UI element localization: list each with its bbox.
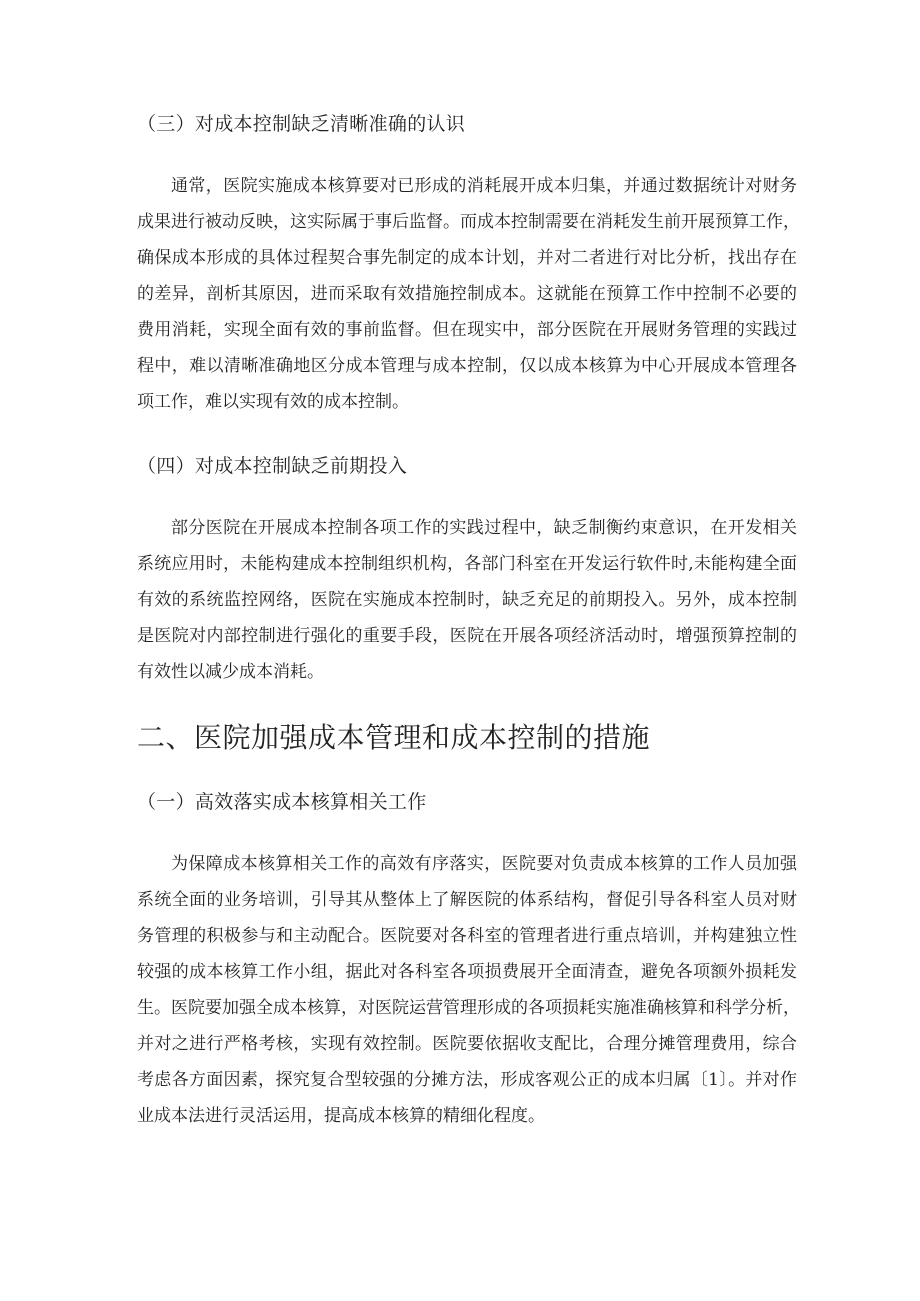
paragraph-section-3 — [137, 168, 800, 420]
paragraph-line: 通常，医院实施成本核算要对已形成的消耗展开成本归集，并通过数据统计对财务 — [171, 176, 797, 196]
section-heading-3: （三）对成本控制缺乏清晰准确的认识 — [137, 113, 466, 135]
part-heading-2: 二、医院加强成本管理和成本控制的措施 — [137, 721, 651, 754]
paragraph-line: 较强的成本核算工作小组，据此对各科室各项损费展开全面清查，避免各项额外损耗发 — [137, 962, 797, 982]
paragraph-line: 确保成本形成的具体过程契合事先制定的成本计划，并对二者进行对比分析，找出存在 — [137, 248, 797, 268]
paragraph-line: 考虑各方面因素，探究复合型较强的分摊方法，形成客观公正的成本归属〔1〕。并对作 — [137, 1070, 797, 1090]
paragraph-line: 系统应用时，未能构建成本控制组织机构，各部门科室在开发运行软件时,未能构建全面 — [137, 554, 797, 574]
paragraph-line: 程中，难以清晰准确地区分成本管理与成本控制，仅以成本核算为中心开展成本管理各 — [137, 356, 797, 376]
paragraph-line: 项工作，难以实现有效的成本控制。 — [137, 392, 409, 412]
paragraph-line: 费用消耗，实现全面有效的事前监督。但在现实中，部分医院在开展财务管理的实践过 — [137, 320, 797, 340]
paragraph-line: 生。医院要加强全成本核算，对医院运营管理形成的各项损耗实施准确核算和科学分析， — [137, 998, 800, 1018]
paragraph-line: 部分医院在开展成本控制各项工作的实践过程中，缺乏制衡约束意识，在开发相关 — [171, 518, 797, 538]
paragraph-section-1 — [137, 846, 800, 1134]
section-heading-4: （四）对成本控制缺乏前期投入 — [137, 455, 408, 477]
paragraph-line: 是医院对内部控制进行强化的重要手段，医院在开展各项经济活动时，增强预算控制的 — [137, 626, 797, 646]
paragraph-line: 并对之进行严格考核，实现有效控制。医院要依据收支配比，合理分摊管理费用，综合 — [137, 1034, 797, 1054]
paragraph-section-4 — [137, 510, 797, 690]
paragraph-line: 系统全面的业务培训，引导其从整体上了解医院的体系结构，督促引导各科室人员对财 — [137, 890, 797, 910]
paragraph-line: 成果进行被动反映，这实际属于事后监督。而成本控制需要在消耗发生前开展预算工作， — [137, 212, 800, 232]
paragraph-line: 务管理的积极参与和主动配合。医院要对各科室的管理者进行重点培训，并构建独立性 — [137, 926, 797, 946]
paragraph-line: 有效性以减少成本消耗。 — [137, 662, 324, 682]
section-heading-1: （一）高效落实成本核算相关工作 — [137, 791, 427, 813]
paragraph-line: 为保障成本核算相关工作的高效有序落实，医院要对负责成本核算的工作人员加强 — [171, 854, 797, 874]
paragraph-line: 的差异，剖析其原因，进而采取有效措施控制成本。这就能在预算工作中控制不必要的 — [137, 284, 797, 304]
paragraph-line: 业成本法进行灵活运用，提高成本核算的精细化程度。 — [137, 1106, 545, 1126]
paragraph-line: 有效的系统监控网络，医院在实施成本控制时，缺乏充足的前期投入。另外，成本控制 — [137, 590, 797, 610]
